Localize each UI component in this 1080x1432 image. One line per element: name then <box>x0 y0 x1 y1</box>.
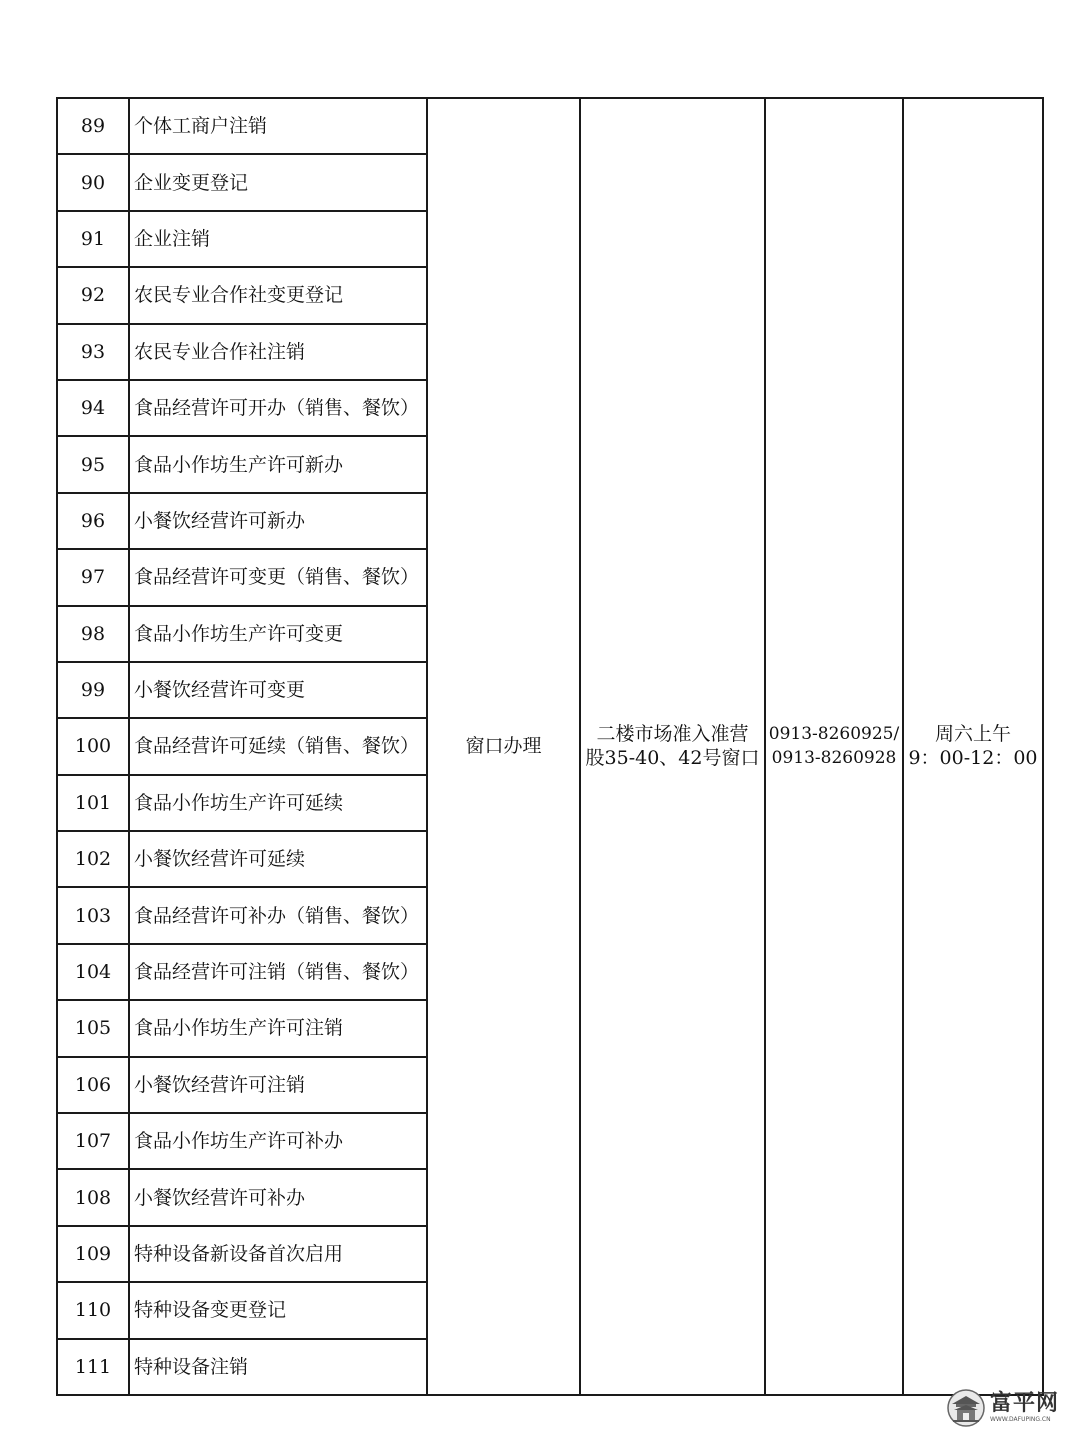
gate-tower-icon <box>946 1388 986 1428</box>
watermark-name: 富平网 <box>990 1391 1060 1416</box>
row-number: 94 <box>57 380 129 436</box>
service-item: 食品小作坊生产许可变更 <box>129 606 427 662</box>
hours-line1: 周六上午 <box>934 723 1011 746</box>
row-number: 105 <box>57 1000 129 1056</box>
row-number: 89 <box>57 98 129 154</box>
service-item: 食品经营许可开办（销售、餐饮） <box>129 380 427 436</box>
row-number: 101 <box>57 775 129 831</box>
service-item: 农民专业合作社变更登记 <box>129 267 427 323</box>
service-item: 小餐饮经营许可延续 <box>129 831 427 887</box>
site-watermark <box>946 1388 1072 1428</box>
row-number: 90 <box>57 154 129 210</box>
row-number: 91 <box>57 211 129 267</box>
phone-cell <box>765 98 903 1395</box>
service-item: 食品经营许可变更（销售、餐饮） <box>129 549 427 605</box>
hours-cell <box>903 98 1043 1395</box>
row-number: 111 <box>57 1339 129 1395</box>
row-number: 108 <box>57 1169 129 1225</box>
row-number: 93 <box>57 324 129 380</box>
service-item: 食品小作坊生产许可延续 <box>129 775 427 831</box>
service-item: 特种设备新设备首次启用 <box>129 1226 427 1282</box>
row-number: 102 <box>57 831 129 887</box>
service-item: 企业变更登记 <box>129 154 427 210</box>
row-number: 104 <box>57 944 129 1000</box>
phone-line1: 0913-8260925/ <box>768 724 900 745</box>
service-item: 小餐饮经营许可注销 <box>129 1057 427 1113</box>
row-number: 107 <box>57 1113 129 1169</box>
row-number: 110 <box>57 1282 129 1338</box>
service-item: 企业注销 <box>129 211 427 267</box>
location-line2: 股35-40、42号窗口 <box>585 747 760 770</box>
location-cell <box>580 98 765 1395</box>
service-item: 食品经营许可补办（销售、餐饮） <box>129 887 427 943</box>
service-item: 食品小作坊生产许可注销 <box>129 1000 427 1056</box>
service-table <box>56 97 1044 1396</box>
row-number: 95 <box>57 436 129 492</box>
method-text: 窗口办理 <box>465 735 542 758</box>
service-item: 农民专业合作社注销 <box>129 324 427 380</box>
service-item: 小餐饮经营许可变更 <box>129 662 427 718</box>
row-number: 100 <box>57 718 129 774</box>
table-body <box>57 98 1043 1395</box>
service-item: 小餐饮经营许可补办 <box>129 1169 427 1225</box>
row-number: 97 <box>57 549 129 605</box>
row-number: 96 <box>57 493 129 549</box>
location-line1: 二楼市场准入准营 <box>596 723 749 746</box>
hours-line2: 9：00-12：00 <box>908 747 1038 770</box>
service-item: 特种设备变更登记 <box>129 1282 427 1338</box>
service-item: 食品小作坊生产许可新办 <box>129 436 427 492</box>
service-item: 小餐饮经营许可新办 <box>129 493 427 549</box>
row-number: 99 <box>57 662 129 718</box>
watermark-url: WWW.DAFUPING.CN <box>990 1416 1051 1423</box>
handling-method-cell <box>427 98 580 1395</box>
table-row <box>57 98 1043 154</box>
service-item: 个体工商户注销 <box>129 98 427 154</box>
service-item: 食品经营许可注销（销售、餐饮） <box>129 944 427 1000</box>
service-item: 食品小作坊生产许可补办 <box>129 1113 427 1169</box>
phone-line2: 0913-8260928 <box>771 748 897 769</box>
service-item: 特种设备注销 <box>129 1339 427 1395</box>
row-number: 103 <box>57 887 129 943</box>
service-item: 食品经营许可延续（销售、餐饮） <box>129 718 427 774</box>
row-number: 106 <box>57 1057 129 1113</box>
row-number: 98 <box>57 606 129 662</box>
row-number: 109 <box>57 1226 129 1282</box>
row-number: 92 <box>57 267 129 323</box>
